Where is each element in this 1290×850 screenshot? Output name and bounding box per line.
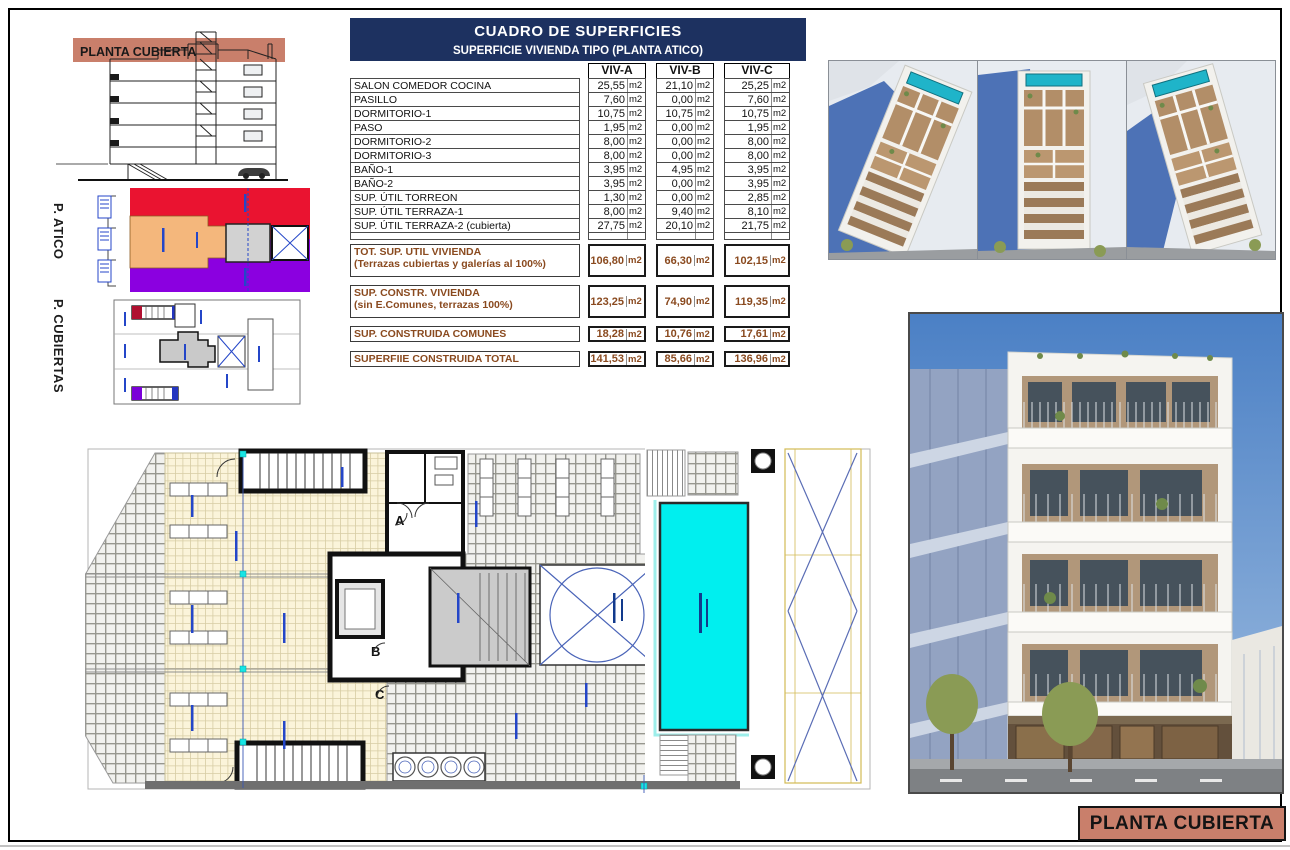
row-label: SALON COMEDOR COCINA — [350, 78, 580, 93]
unit-label: m2 — [770, 354, 788, 365]
unit-label: m2 — [771, 93, 789, 106]
section-band-label: PLANTA CUBIERTA — [80, 45, 197, 59]
value-cell — [588, 92, 646, 107]
value: 25,55 — [597, 79, 625, 92]
table-row — [350, 190, 806, 205]
unit-label — [771, 233, 789, 239]
value-cell — [656, 106, 714, 121]
table-row — [350, 148, 806, 163]
row-label — [350, 232, 580, 240]
unit-label: m2 — [627, 177, 645, 190]
unit-label: m2 — [627, 149, 645, 162]
row-label: BAÑO-2 — [350, 176, 580, 191]
column-gap — [714, 148, 724, 163]
value: 1,95 — [747, 121, 769, 134]
totals-value-cell — [588, 326, 646, 342]
value: 0,00 — [671, 191, 693, 204]
value-cell — [656, 176, 714, 191]
value-cell — [724, 204, 790, 219]
column-gap — [714, 78, 724, 93]
unit-label — [627, 233, 645, 239]
unit-label: m2 — [771, 163, 789, 176]
value-cell — [724, 106, 790, 121]
column-gap — [714, 232, 724, 240]
unit-label: m2 — [694, 329, 712, 340]
value: 17,61 — [740, 328, 768, 340]
value: 0,00 — [671, 121, 693, 134]
column-gap — [646, 176, 656, 191]
column-gap — [714, 92, 724, 107]
column-gap — [580, 106, 588, 121]
column-gap — [714, 134, 724, 149]
value-cell — [588, 232, 646, 240]
value: 9,40 — [671, 205, 693, 218]
column-gap — [646, 162, 656, 177]
value-cell — [588, 134, 646, 149]
value: 85,66 — [664, 353, 692, 365]
column-gap — [714, 244, 724, 277]
column-gap — [580, 351, 588, 367]
value: 1,95 — [603, 121, 625, 134]
unit-label: m2 — [626, 255, 644, 266]
value: 7,60 — [747, 93, 769, 106]
totals-value-cell — [588, 351, 646, 367]
column-gap — [646, 326, 656, 342]
value: 3,95 — [747, 177, 769, 190]
value: 0,00 — [671, 177, 693, 190]
column-gap — [580, 176, 588, 191]
value-cell — [588, 106, 646, 121]
footer-title-box — [1078, 806, 1286, 841]
render-aerial-2 — [977, 60, 1127, 260]
value: 2,85 — [747, 191, 769, 204]
value-cell — [656, 148, 714, 163]
value: 0,00 — [671, 93, 693, 106]
value-cell — [724, 148, 790, 163]
totals-value-cell — [656, 351, 714, 367]
page-edge-line — [0, 845, 1290, 847]
table-row — [350, 134, 806, 149]
value: 25,25 — [741, 79, 769, 92]
unit-label: m2 — [695, 107, 713, 120]
unit-label: m2 — [695, 79, 713, 92]
value: 18,28 — [596, 328, 624, 340]
value: 10,76 — [664, 328, 692, 340]
value-cell — [724, 162, 790, 177]
column-gap — [580, 63, 588, 79]
column-header: VIV-A — [588, 63, 646, 79]
totals-value-cell — [588, 285, 646, 318]
column-gap — [714, 162, 724, 177]
unit-label: m2 — [627, 219, 645, 232]
value-cell — [588, 148, 646, 163]
value-cell — [588, 120, 646, 135]
swimming-pool — [660, 503, 748, 730]
value: 8,00 — [603, 149, 625, 162]
unit-label: m2 — [770, 329, 788, 340]
value: 123,25 — [590, 295, 624, 308]
unit-label: m2 — [695, 205, 713, 218]
column-gap — [580, 244, 588, 277]
column-gap — [646, 244, 656, 277]
unit-label: m2 — [771, 219, 789, 232]
column-gap — [646, 351, 656, 367]
unit-label: m2 — [770, 296, 788, 307]
unit-label: m2 — [694, 255, 712, 266]
unit-label: m2 — [771, 205, 789, 218]
value: 8,00 — [603, 135, 625, 148]
value: 8,00 — [603, 205, 625, 218]
column-gap — [714, 285, 724, 318]
unit-label: m2 — [695, 135, 713, 148]
column-gap — [646, 63, 656, 79]
value-cell — [656, 92, 714, 107]
unit-label: m2 — [771, 177, 789, 190]
footer-title: PLANTA CUBIERTA — [1089, 812, 1275, 834]
totals-label-line1: SUP. CONSTRUIDA COMUNES — [354, 328, 507, 340]
unit-label: m2 — [627, 107, 645, 120]
column-gap — [580, 78, 588, 93]
column-gap — [646, 120, 656, 135]
label-p-cubiertas: P. CUBIERTAS — [51, 299, 66, 393]
totals-value-cell — [656, 326, 714, 342]
column-gap — [580, 134, 588, 149]
column-gap — [580, 162, 588, 177]
empty-row — [350, 232, 806, 240]
totals-value-cell — [724, 285, 790, 318]
column-header: VIV-C — [724, 63, 790, 79]
column-gap — [580, 120, 588, 135]
column-gap — [714, 326, 724, 342]
totals-label-line2: (Terrazas cubiertas y galerías al 100%) — [354, 257, 546, 270]
column-gap — [580, 232, 588, 240]
column-gap — [714, 63, 724, 79]
unit-label: m2 — [695, 191, 713, 204]
column-gap — [714, 120, 724, 135]
column-gap — [646, 78, 656, 93]
unit-label: m2 — [627, 191, 645, 204]
value: 10,75 — [665, 107, 693, 120]
value: 66,30 — [664, 254, 692, 267]
value-cell — [656, 120, 714, 135]
totals-label-line1: SUPERFIIE CONSTRUIDA TOTAL — [354, 353, 519, 365]
row-label: BAÑO-1 — [350, 162, 580, 177]
label-p-atico: P. ATICO — [51, 203, 66, 260]
value: 119,35 — [734, 295, 768, 308]
table-row — [350, 106, 806, 121]
value-cell — [588, 218, 646, 233]
value-cell — [588, 190, 646, 205]
column-gap — [714, 204, 724, 219]
unit-label: m2 — [627, 135, 645, 148]
unit-label: m2 — [771, 135, 789, 148]
unit-label: m2 — [771, 149, 789, 162]
render-aerial-1 — [828, 60, 978, 260]
plan-letter-c: C — [375, 687, 385, 702]
plan-cubiertas — [100, 294, 314, 414]
row-label: DORMITORIO-3 — [350, 148, 580, 163]
value: 102,15 — [734, 254, 768, 267]
totals-value-cell — [724, 326, 790, 342]
column-gap — [646, 106, 656, 121]
table-row — [350, 218, 806, 233]
value-cell — [724, 176, 790, 191]
row-label: SUP. ÚTIL TERRAZA-1 — [350, 204, 580, 219]
value-cell — [656, 162, 714, 177]
unit-label: m2 — [626, 354, 644, 365]
row-label: PASILLO — [350, 92, 580, 107]
unit-label: m2 — [627, 93, 645, 106]
plan-letter-a: A — [395, 513, 405, 528]
column-gap — [580, 148, 588, 163]
totals-label-line1: SUP. CONSTR. VIVIENDA — [354, 287, 480, 299]
unit-label: m2 — [626, 296, 644, 307]
value: 3,95 — [603, 163, 625, 176]
value-cell — [656, 204, 714, 219]
totals-label — [350, 351, 580, 367]
unit-label: m2 — [695, 219, 713, 232]
column-gap — [646, 148, 656, 163]
value: 10,75 — [741, 107, 769, 120]
value-cell — [588, 204, 646, 219]
row-label: SUP. ÚTIL TERRAZA-2 (cubierta) — [350, 218, 580, 233]
column-gap — [580, 92, 588, 107]
totals-value-cell — [656, 285, 714, 318]
totals-row — [350, 351, 806, 367]
value-cell — [724, 218, 790, 233]
table-row — [350, 176, 806, 191]
unit-label: m2 — [695, 93, 713, 106]
unit-label: m2 — [695, 121, 713, 134]
section-elevation — [48, 14, 300, 186]
value-cell — [724, 120, 790, 135]
column-gap — [646, 190, 656, 205]
table-row — [350, 92, 806, 107]
value: 0,00 — [671, 149, 693, 162]
totals-value-cell — [588, 244, 646, 277]
column-header: VIV-B — [656, 63, 714, 79]
unit-label: m2 — [770, 255, 788, 266]
totals-row — [350, 326, 806, 342]
column-gap — [580, 285, 588, 318]
value: 21,75 — [741, 219, 769, 232]
value-cell — [656, 134, 714, 149]
value: 106,80 — [590, 254, 624, 267]
value: 8,10 — [747, 205, 769, 218]
totals-label — [350, 244, 580, 277]
value: 3,95 — [747, 163, 769, 176]
value: 27,75 — [597, 219, 625, 232]
column-gap — [580, 204, 588, 219]
table-row — [350, 162, 806, 177]
value: 8,00 — [747, 135, 769, 148]
unit-label: m2 — [771, 121, 789, 134]
unit-label: m2 — [627, 79, 645, 92]
column-gap — [714, 351, 724, 367]
totals-label-line1: TOT. SUP. UTIL VIVIENDA — [354, 246, 482, 258]
column-header-spacer — [350, 63, 580, 78]
value-cell — [588, 78, 646, 93]
value: 10,75 — [597, 107, 625, 120]
unit-label — [695, 233, 713, 239]
surface-table — [350, 18, 806, 367]
value: 8,00 — [747, 149, 769, 162]
table-column-header-row — [350, 63, 806, 79]
value: 7,60 — [603, 93, 625, 106]
value-cell — [724, 232, 790, 240]
plan-atico — [96, 186, 314, 296]
value: 1,30 — [603, 191, 625, 204]
table-row — [350, 120, 806, 135]
totals-value-cell — [724, 244, 790, 277]
value-cell — [656, 190, 714, 205]
column-gap — [646, 134, 656, 149]
value-cell — [724, 134, 790, 149]
value: 74,90 — [664, 295, 692, 308]
unit-label: m2 — [627, 163, 645, 176]
table-subtitle: SUPERFICIE VIVIENDA TIPO (PLANTA ATICO) — [350, 44, 806, 61]
facade-render — [908, 312, 1284, 794]
value: 136,96 — [734, 353, 768, 365]
column-gap — [714, 218, 724, 233]
table-title: CUADRO DE SUPERFICIES — [350, 18, 806, 44]
column-gap — [714, 176, 724, 191]
totals-label — [350, 285, 580, 318]
row-label: DORMITORIO-2 — [350, 134, 580, 149]
totals-value-cell — [656, 244, 714, 277]
value: 21,10 — [665, 79, 693, 92]
row-label: SUP. ÚTIL TORREON — [350, 190, 580, 205]
value-cell — [656, 218, 714, 233]
totals-label-line2: (sin E.Comunes, terrazas 100%) — [354, 298, 513, 311]
column-gap — [714, 190, 724, 205]
unit-label: m2 — [626, 329, 644, 340]
value: 141,53 — [590, 353, 624, 365]
unit-label: m2 — [695, 177, 713, 190]
unit-label: m2 — [627, 121, 645, 134]
column-gap — [580, 218, 588, 233]
value-cell — [656, 78, 714, 93]
column-gap — [646, 232, 656, 240]
unit-label: m2 — [771, 79, 789, 92]
plan-letter-b: B — [371, 644, 381, 659]
column-gap — [646, 218, 656, 233]
column-gap — [646, 204, 656, 219]
value-cell — [588, 176, 646, 191]
column-gap — [580, 190, 588, 205]
unit-label: m2 — [694, 354, 712, 365]
unit-label: m2 — [695, 163, 713, 176]
column-gap — [646, 92, 656, 107]
column-gap — [714, 106, 724, 121]
value: 20,10 — [665, 219, 693, 232]
table-row — [350, 204, 806, 219]
unit-label: m2 — [695, 149, 713, 162]
unit-label: m2 — [771, 191, 789, 204]
unit-label: m2 — [771, 107, 789, 120]
row-label: PASO — [350, 120, 580, 135]
unit-label: m2 — [694, 296, 712, 307]
value-cell — [724, 92, 790, 107]
car-icon — [238, 168, 270, 179]
column-gap — [646, 285, 656, 318]
totals-label — [350, 326, 580, 342]
value: 4,95 — [671, 163, 693, 176]
totals-row — [350, 285, 806, 318]
render-aerial-3 — [1126, 60, 1276, 260]
totals-row — [350, 244, 806, 277]
value-cell — [656, 232, 714, 240]
totals-value-cell — [724, 351, 790, 367]
unit-label: m2 — [627, 205, 645, 218]
table-row — [350, 78, 806, 93]
value: 3,95 — [603, 177, 625, 190]
value-cell — [588, 162, 646, 177]
value: 0,00 — [671, 135, 693, 148]
value-cell — [724, 78, 790, 93]
row-label: DORMITORIO-1 — [350, 106, 580, 121]
roof-plan — [85, 443, 875, 793]
column-gap — [580, 326, 588, 342]
value-cell — [724, 190, 790, 205]
